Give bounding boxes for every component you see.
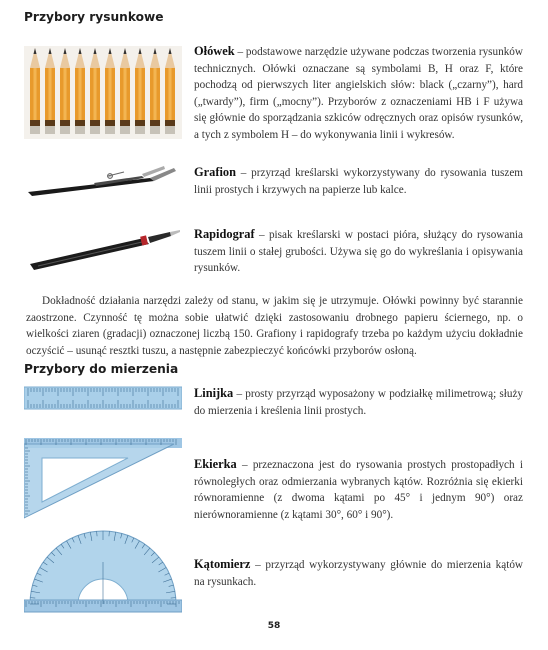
section-title-drawing: Przybory rysunkowe xyxy=(24,10,164,24)
pencils-image xyxy=(24,46,182,139)
page-number: 58 xyxy=(267,621,281,631)
rapidograf-description xyxy=(194,226,523,277)
rapidograf-term: Rapidograf xyxy=(194,227,255,241)
rapidograf-text: – pisak kreślarski w postaci pióra, służący do rysowania tuszem linii o stałej grubości. Używa się go do wykreślania i opisywania rysunków. xyxy=(194,229,523,275)
section-title-measuring: Przybory do mierzenia xyxy=(24,362,179,376)
ekierka-text: – przeznaczona jest do rysowania prostych prostopadłych i równoległych oraz odmierzania wybranych kątów. Rozróżnia się ekierki równoramienne (z dwoma kątami po 45° i jednym 90°) oraz nierównoramienne (z kątami 30°, 60° i 90°). xyxy=(194,459,523,521)
katomierz-term: Kątomierz xyxy=(194,557,251,571)
olowek-text: – podstawowe narzędzie używane podczas tworzenia rysunków technicznych. Ołówki oznaczane są symbolami B, H oraz F, które pochodzą od pierwszych liter angielskich słów: black („czarny”), hard („twardy”), firm („mocny”). Przyborów z oznaczeniami HB i F używa się głównie do sporządzania szkiców odręcznych oraz opisów rysunków, a tych z symbolem H – do wykonywania linii i wykresów. xyxy=(194,46,523,141)
grafion-term: Grafion xyxy=(194,165,236,179)
ruler-image xyxy=(24,385,182,411)
grafion-description xyxy=(194,164,523,198)
olowek-description xyxy=(194,43,523,144)
katomierz-text: – przyrząd wykorzystywany głównie do mierzenia kątów na rysunkach. xyxy=(194,559,523,588)
rapidograf-image xyxy=(24,222,182,272)
grafion-image xyxy=(24,158,182,200)
maintenance-paragraph: Dokładność działania narzędzi zależy od stanu, w jakim się je utrzymuje. Ołówki powinny być starannie zaostrzone. Czynność tę można sobie ułatwić dzięki zastosowaniu drobnego papieru ściernego, np. o wielkości ziaren (gradacji) oznaczonej liczbą 150. Grafiony i rapidografy trzeba po każdym użyciu dokładnie oczyścić – usunąć resztki tuszu, a następnie zabezpieczyć końcówki przyborów osłoną. xyxy=(26,295,523,357)
linijka-term: Linijka xyxy=(194,386,234,400)
ekierka-term: Ekierka xyxy=(194,457,237,471)
katomierz-description xyxy=(194,556,523,590)
ekierka-description xyxy=(194,456,523,523)
olowek-term: Ołówek xyxy=(194,44,235,58)
linijka-text: – prosty przyrząd wyposażony w podziałkę milimetrową; służy do mierzenia i kreślenia linii prostych. xyxy=(194,388,523,417)
linijka-description xyxy=(194,385,523,419)
protractor-image xyxy=(24,522,182,614)
grafion-text: – przyrząd kreślarski wykorzystywany do rysowania tuszem linii prostych i krzywych na papierze lub kalce. xyxy=(194,167,523,196)
set-square-image xyxy=(24,436,182,520)
